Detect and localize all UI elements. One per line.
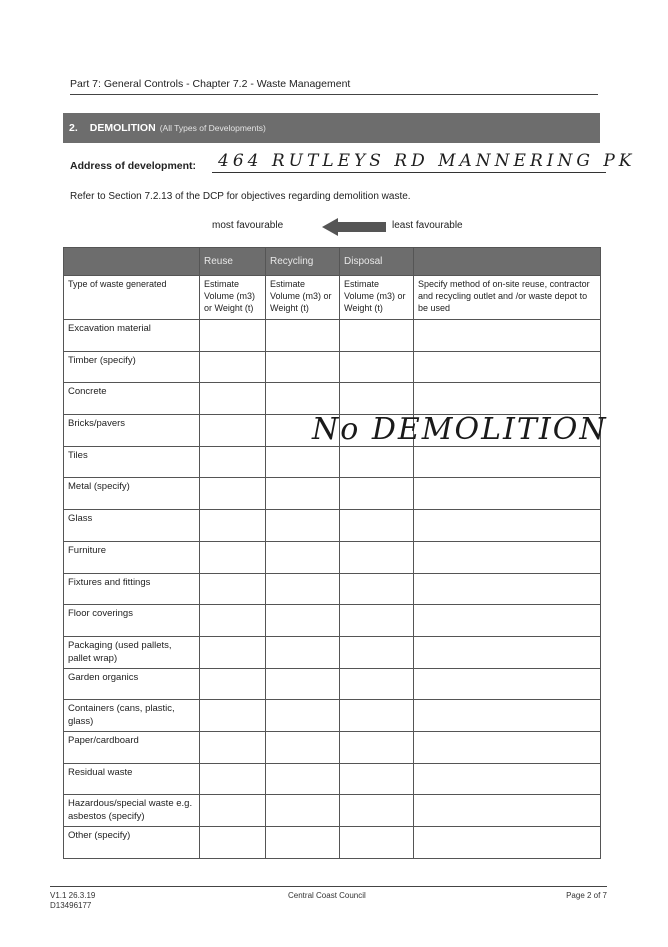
table-row: [64, 795, 601, 827]
handwritten-note: No DEMOLITION: [312, 412, 608, 447]
table-row: [64, 668, 601, 700]
disposal-cell[interactable]: [340, 795, 414, 827]
method-cell[interactable]: [414, 700, 601, 732]
footer-page-number: Page 2 of 7: [566, 891, 607, 900]
most-favourable-label: most favourable: [212, 220, 284, 231]
table-row: [64, 320, 601, 352]
footer: [50, 886, 607, 910]
recycling-cell[interactable]: [266, 383, 340, 415]
disposal-cell[interactable]: [340, 763, 414, 795]
disposal-cell[interactable]: [340, 320, 414, 352]
waste-type-label: Packaging (used pallets, pallet wrap): [64, 636, 200, 668]
table-row: [64, 541, 601, 573]
header-disposal: Disposal: [340, 248, 414, 276]
disposal-cell[interactable]: [340, 478, 414, 510]
table-row: [64, 605, 601, 637]
table-row: [64, 827, 601, 859]
method-cell[interactable]: [414, 827, 601, 859]
recycling-cell[interactable]: [266, 700, 340, 732]
table-row: [64, 351, 601, 383]
method-cell[interactable]: [414, 763, 601, 795]
address-handwritten-value: 464 RUTLEYS RD MANNERING PK: [218, 151, 636, 171]
recycling-cell[interactable]: [266, 795, 340, 827]
reuse-cell[interactable]: [200, 446, 266, 478]
reuse-cell[interactable]: [200, 827, 266, 859]
subheader-recycling: Estimate Volume (m3) or Weight (t): [266, 276, 340, 320]
method-cell[interactable]: [414, 478, 601, 510]
reuse-cell[interactable]: [200, 383, 266, 415]
table-row: [64, 446, 601, 478]
disposal-cell[interactable]: [340, 636, 414, 668]
recycling-cell[interactable]: [266, 510, 340, 542]
waste-type-label: Garden organics: [64, 668, 200, 700]
reuse-cell[interactable]: [200, 731, 266, 763]
waste-type-label: Floor coverings: [64, 605, 200, 637]
recycling-cell[interactable]: [266, 541, 340, 573]
waste-type-label: Glass: [64, 510, 200, 542]
method-cell[interactable]: [414, 541, 601, 573]
waste-type-label: Hazardous/special waste e.g. asbestos (specify): [64, 795, 200, 827]
refer-text: Refer to Section 7.2.13 of the DCP for objectives regarding demolition waste.: [70, 191, 411, 202]
waste-table: [63, 247, 601, 859]
subheader-method: Specify method of on-site reuse, contractor and recycling outlet and /or waste depot to be used: [414, 276, 601, 320]
page-header: Part 7: General Controls - Chapter 7.2 - Waste Management: [70, 78, 598, 95]
disposal-cell[interactable]: [340, 827, 414, 859]
header-reuse: Reuse: [200, 248, 266, 276]
recycling-cell[interactable]: [266, 827, 340, 859]
recycling-cell[interactable]: [266, 478, 340, 510]
waste-type-label: Tiles: [64, 446, 200, 478]
waste-type-label: Excavation material: [64, 320, 200, 352]
section-subtitle: (All Types of Developments): [159, 123, 266, 133]
disposal-cell[interactable]: [340, 541, 414, 573]
recycling-cell[interactable]: [266, 731, 340, 763]
method-cell[interactable]: [414, 351, 601, 383]
disposal-cell[interactable]: [340, 700, 414, 732]
subheader-type: Type of waste generated: [64, 276, 200, 320]
table-row: [64, 731, 601, 763]
waste-type-label: Fixtures and fittings: [64, 573, 200, 605]
method-cell[interactable]: [414, 636, 601, 668]
disposal-cell[interactable]: [340, 731, 414, 763]
disposal-cell[interactable]: [340, 446, 414, 478]
method-cell[interactable]: [414, 731, 601, 763]
least-favourable-label: least favourable: [392, 220, 463, 231]
reuse-cell[interactable]: [200, 541, 266, 573]
table-row: [64, 478, 601, 510]
recycling-cell[interactable]: [266, 351, 340, 383]
header-cell: [414, 248, 601, 276]
recycling-cell[interactable]: [266, 763, 340, 795]
reuse-cell[interactable]: [200, 605, 266, 637]
recycling-cell[interactable]: [266, 573, 340, 605]
method-cell[interactable]: [414, 668, 601, 700]
table-row: [64, 573, 601, 605]
reuse-cell[interactable]: [200, 700, 266, 732]
left-arrow-icon: [322, 218, 386, 236]
table-header-row: [64, 248, 601, 276]
header-recycling: Recycling: [266, 248, 340, 276]
table-row: [64, 383, 601, 415]
header-cell: [64, 248, 200, 276]
waste-type-label: Containers (cans, plastic, glass): [64, 700, 200, 732]
reuse-cell[interactable]: [200, 668, 266, 700]
footer-version: V1.1 26.3.19: [50, 891, 96, 900]
method-cell[interactable]: [414, 383, 601, 415]
subheader-disposal: Estimate Volume (m3) or Weight (t): [340, 276, 414, 320]
waste-type-label: Residual waste: [64, 763, 200, 795]
method-cell[interactable]: [414, 446, 601, 478]
table-row: [64, 763, 601, 795]
waste-type-label: Bricks/pavers: [64, 415, 200, 447]
waste-type-label: Timber (specify): [64, 351, 200, 383]
table-row: [64, 700, 601, 732]
method-cell[interactable]: [414, 320, 601, 352]
disposal-cell[interactable]: [340, 351, 414, 383]
reuse-cell[interactable]: [200, 415, 266, 447]
waste-type-label: Furniture: [64, 541, 200, 573]
recycling-cell[interactable]: [266, 636, 340, 668]
table-row: [64, 510, 601, 542]
disposal-cell[interactable]: [340, 668, 414, 700]
recycling-cell[interactable]: [266, 320, 340, 352]
disposal-cell[interactable]: [340, 605, 414, 637]
method-cell[interactable]: [414, 510, 601, 542]
method-cell[interactable]: [414, 573, 601, 605]
reuse-cell[interactable]: [200, 478, 266, 510]
reuse-cell[interactable]: [200, 573, 266, 605]
method-cell[interactable]: [414, 795, 601, 827]
disposal-cell[interactable]: [340, 573, 414, 605]
waste-type-label: Concrete: [64, 383, 200, 415]
disposal-cell[interactable]: [340, 383, 414, 415]
reuse-cell[interactable]: [200, 795, 266, 827]
section-title: DEMOLITION: [89, 122, 156, 134]
section-number: 2.: [69, 122, 78, 134]
recycling-cell[interactable]: [266, 446, 340, 478]
reuse-cell[interactable]: [200, 320, 266, 352]
reuse-cell[interactable]: [200, 763, 266, 795]
waste-type-label: Paper/cardboard: [64, 731, 200, 763]
section-bar: [63, 113, 600, 143]
recycling-cell[interactable]: [266, 668, 340, 700]
table-subheader-row: [64, 276, 601, 320]
subheader-reuse: Estimate Volume (m3) or Weight (t): [200, 276, 266, 320]
waste-type-label: Metal (specify): [64, 478, 200, 510]
footer-doc-id: D13496177: [50, 901, 92, 910]
reuse-cell[interactable]: [200, 636, 266, 668]
reuse-cell[interactable]: [200, 351, 266, 383]
reuse-cell[interactable]: [200, 510, 266, 542]
method-cell[interactable]: [414, 605, 601, 637]
waste-type-label: Other (specify): [64, 827, 200, 859]
recycling-cell[interactable]: [266, 605, 340, 637]
table-row: [64, 636, 601, 668]
footer-council: Central Coast Council: [288, 891, 366, 900]
address-field[interactable]: [212, 148, 636, 173]
disposal-cell[interactable]: [340, 510, 414, 542]
address-label: Address of development:: [70, 160, 197, 172]
